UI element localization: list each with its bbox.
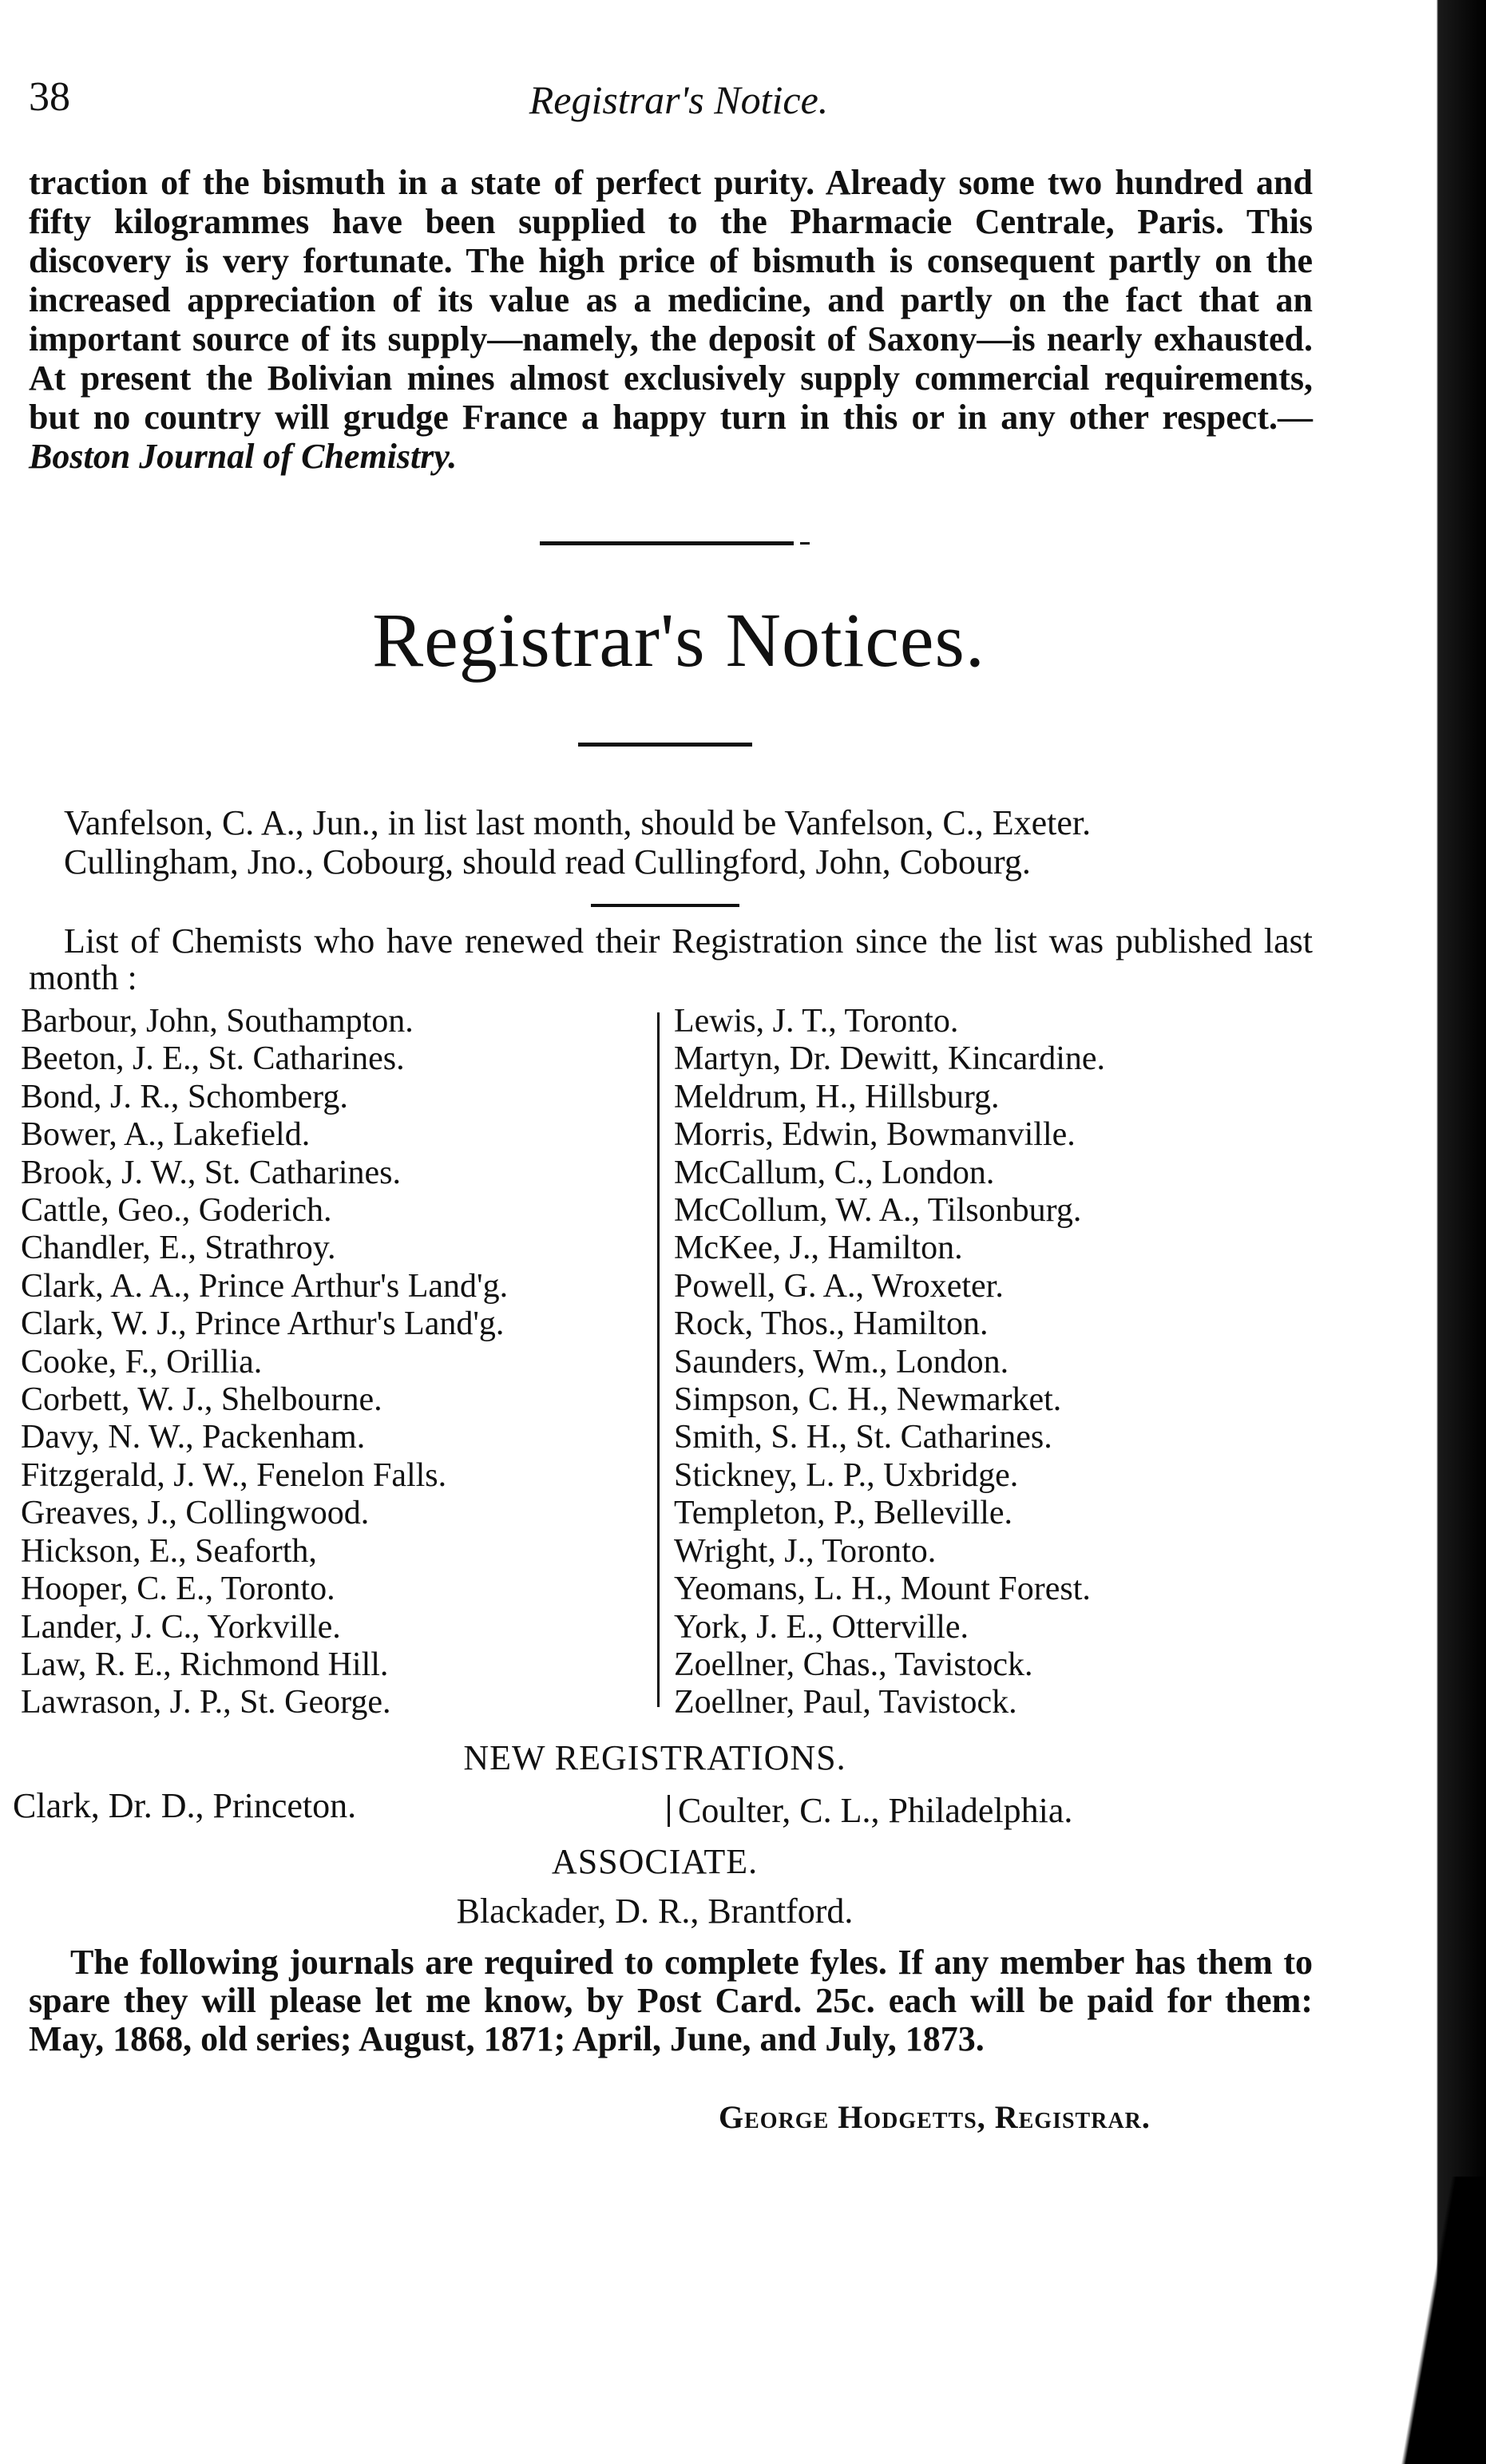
page-corner-shadow — [1382, 2177, 1486, 2464]
list-item: Wright, J., Toronto. — [674, 1532, 937, 1570]
list-item: Simpson, C. H., Newmarket. — [674, 1381, 1062, 1419]
list-item: Morris, Edwin, Bowmanville. — [674, 1116, 1076, 1154]
new-registrations-heading: NEW REGISTRATIONS. — [463, 1738, 846, 1777]
correction-item: Cullingham, Jno., Cobourg, should read Cullingford, John, Cobourg. — [64, 842, 1031, 881]
list-item: McCollum, W. A., Tilsonburg. — [674, 1192, 1082, 1230]
new-registration-entry: Clark, Dr. D., Princeton. — [13, 1786, 357, 1825]
list-item: Bond, J. R., Schomberg. — [21, 1078, 348, 1115]
list-item: Corbett, W. J., Shelbourne. — [21, 1381, 382, 1419]
running-title: Registrar's Notice. — [529, 77, 829, 122]
list-item: Powell, G. A., Wroxeter. — [674, 1267, 1004, 1305]
list-item: Greaves, J., Collingwood. — [21, 1495, 370, 1532]
list-item: Stickney, L. P., Uxbridge. — [674, 1456, 1019, 1494]
list-item: McKee, J., Hamilton. — [674, 1230, 963, 1267]
list-item: Fitzgerald, J. W., Fenelon Falls. — [21, 1456, 447, 1494]
renewed-list-left — [21, 1003, 660, 1722]
renewed-list-right — [674, 1003, 1313, 1722]
bismuth-paragraph-text: traction of the bismuth in a state of perfect purity. Already some two hundred and fifty kilogrammes have been supplied to the Pharmacie Centrale, Paris. This discovery is very fortunate. The high price of bismuth is consequent partly on the increased appreciation of its value as a medicine, and partly on the fact that an important source of its supply—namely, the deposit of Saxony—is nearly exhausted. At present the Bolivian mines almost exclusively supply commercial requirements, but no country will grudge France a happy turn in this or in any other respect.— — [29, 163, 1313, 437]
list-item: Bower, A., Lakefield. — [21, 1116, 311, 1154]
page-binding-edge — [1409, 0, 1486, 2464]
journals-request-paragraph: The following journals are required to complete fyles. If any member has them to spare they will please let me know, by Post Card. 25c. each will be paid for them: May, 1868, old series; August, 1871; April, June, and July, 1873. — [29, 1943, 1313, 2058]
list-item: Hickson, E., Seaforth, — [21, 1532, 317, 1570]
list-item: Saunders, Wm., London. — [674, 1343, 1009, 1381]
list-item: Cattle, Geo., Goderich. — [21, 1192, 332, 1230]
list-item: Lewis, J. T., Toronto. — [674, 1003, 959, 1040]
correction-item: Vanfelson, C. A., Jun., in list last month, should be Vanfelson, C., Exeter. — [64, 803, 1092, 842]
list-item: Zoellner, Chas., Tavistock. — [674, 1646, 1033, 1683]
list-item: Zoellner, Paul, Tavistock. — [674, 1684, 1017, 1721]
list-item: Clark, A. A., Prince Arthur's Land'g. — [21, 1267, 509, 1305]
list-item: Martyn, Dr. Dewitt, Kincardine. — [674, 1040, 1106, 1078]
corrections-list — [64, 803, 1341, 881]
list-item: Clark, W. J., Prince Arthur's Land'g. — [21, 1305, 505, 1343]
list-item: Lawrason, J. P., St. George. — [21, 1684, 391, 1721]
new-registration-entry: Coulter, C. L., Philadelphia. — [668, 1790, 1072, 1831]
list-item: Barbour, John, Southampton. — [21, 1003, 414, 1040]
list-item: Smith, S. H., St. Catharines. — [674, 1419, 1052, 1456]
list-item: Hooper, C. E., Toronto. — [21, 1571, 335, 1608]
page-title: Registrar's Notices. — [372, 597, 985, 683]
list-item: Templeton, P., Belleville. — [674, 1495, 1012, 1532]
list-item: Law, R. E., Richmond Hill. — [21, 1646, 389, 1683]
list-item: Rock, Thos., Hamilton. — [674, 1305, 989, 1343]
title-underline — [578, 743, 752, 747]
list-item: Lander, J. C., Yorkville. — [21, 1608, 341, 1646]
renewed-intro: List of Chemists who have renewed their Registration since the list was published last month : — [29, 921, 1313, 997]
short-divider — [591, 904, 739, 907]
registrar-signature: George Hodgetts, Registrar. — [719, 2099, 1151, 2135]
column-divider — [657, 1012, 660, 1707]
list-item: Chandler, E., Strathroy. — [21, 1230, 336, 1267]
source-citation: Boston Journal of Chemistry. — [29, 437, 458, 476]
list-item: York, J. E., Otterville. — [674, 1608, 969, 1646]
list-item: Brook, J. W., St. Catharines. — [21, 1154, 402, 1191]
associate-entry: Blackader, D. R., Brantford. — [456, 1892, 854, 1931]
page-number: 38 — [29, 74, 70, 120]
list-item: Yeomans, L. H., Mount Forest. — [674, 1571, 1091, 1608]
list-item: Meldrum, H., Hillsburg. — [674, 1078, 1000, 1115]
list-item: Davy, N. W., Packenham. — [21, 1419, 366, 1456]
bismuth-paragraph — [29, 163, 1313, 476]
section-divider — [540, 541, 794, 545]
list-item: McCallum, C., London. — [674, 1154, 995, 1191]
list-item: Cooke, F., Orillia. — [21, 1343, 263, 1381]
associate-heading: ASSOCIATE. — [551, 1842, 759, 1881]
list-item: Beeton, J. E., St. Catharines. — [21, 1040, 405, 1078]
